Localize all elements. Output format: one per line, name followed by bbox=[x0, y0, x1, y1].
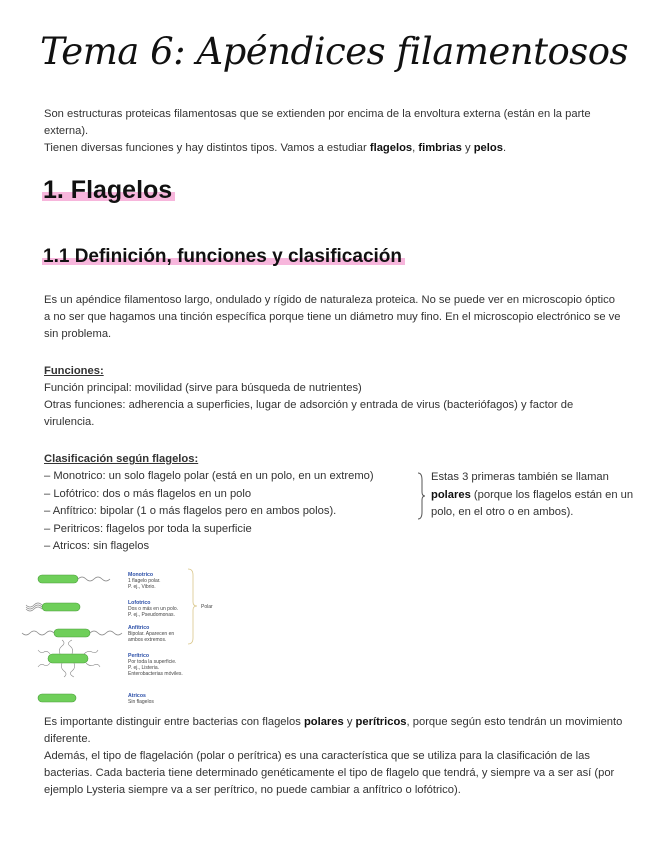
funcion-principal: Función principal: movilidad (sirve para búsqueda de nutrientes) bbox=[44, 382, 362, 394]
fig-desc: Bipolar. Aparecen en bbox=[128, 631, 175, 637]
term-flagelos: flagelos bbox=[369, 142, 413, 154]
fig-desc: ambos extremos. bbox=[128, 637, 167, 643]
term-peritricos: perítricos bbox=[355, 716, 407, 728]
closing-text: Es importante distinguir entre bacterias con flagelos bbox=[44, 716, 304, 728]
page-title: Tema 6: Apéndices filamentosos bbox=[40, 30, 629, 73]
separator: . bbox=[502, 142, 507, 154]
fig-desc: 1 flagelo polar. bbox=[128, 578, 161, 584]
anfitrico-bacterium-icon bbox=[22, 629, 122, 637]
fig-desc: P. ej., Vibrio. bbox=[128, 584, 156, 590]
list-item: – Anfítrico: bipolar (1 o más flagelos pero en ambos polos). bbox=[44, 505, 337, 517]
fig-desc: Enterobacterias móviles. bbox=[128, 671, 183, 677]
intro-line-1: Son estructuras proteicas filamentosas que se extienden por encima de la envoltura externa (están en la parte externa). bbox=[44, 108, 591, 137]
fig-desc: Por toda la superficie. bbox=[128, 659, 177, 665]
definition-paragraph: Es un apéndice filamentoso largo, ondulado y rígido de naturaleza proteica. No se puede ver en microscopio óptico a no ser que hagamos una tinción específica porque tiene un diámetro muy fino. En el microscopio electrónico se ve sin problema. bbox=[44, 294, 621, 340]
fig-desc: Sin flagelos bbox=[128, 699, 154, 705]
funciones-heading: Funciones: bbox=[44, 365, 104, 377]
funciones-block bbox=[44, 363, 624, 431]
brace-icon bbox=[416, 472, 426, 520]
closing-text: , porque según esto tendrán un movimiento diferente. bbox=[44, 716, 623, 745]
separator: y bbox=[461, 142, 474, 154]
peritrico-bacterium-icon bbox=[38, 640, 100, 677]
separator: , bbox=[412, 142, 419, 154]
section-heading-text: 1. Flagelos bbox=[42, 176, 175, 204]
note-text: Estas 3 primeras también se llaman bbox=[431, 471, 609, 483]
fig-label-anfitrico: Anfítrico bbox=[128, 625, 150, 631]
fig-desc: P. ej., Listeria. bbox=[128, 665, 160, 671]
term-polares: polares bbox=[431, 488, 471, 501]
fig-label-lofotrico: Lofotrico bbox=[128, 600, 151, 606]
clasificacion-heading bbox=[44, 451, 624, 468]
intro-line-2: Tienen diversas funciones y hay distintos tipos. Vamos a estudiar bbox=[44, 142, 370, 154]
list-item: – Monotrico: un solo flagelo polar (está en un polo, en un extremo) bbox=[44, 470, 374, 482]
list-item: – Lofótrico: dos o más flagelos en un polo bbox=[44, 487, 252, 500]
note-text: (porque los flagelos están en un polo, en el otro o en ambos). bbox=[431, 488, 634, 518]
closing-text: y bbox=[343, 716, 356, 728]
intro-paragraph bbox=[44, 106, 624, 157]
lofotrico-bacterium-icon bbox=[26, 603, 80, 611]
fig-label-polar: Polar bbox=[201, 604, 213, 610]
closing-paragraph-2: Además, el tipo de flagelación (polar o perítrica) es una característica que se utiliza para la clasificación de las bacterias. Cada bacteria tiene determinado genéticamente el tipo de flagelo que tendrá, y siempre va a ser así (por ejemplo Lysteria siempre va a ser perítrico, no puede cambiar a anfítrico o lofótrico). bbox=[44, 750, 615, 796]
fig-label-peritrico: Perítrico bbox=[128, 653, 150, 659]
section-heading-flagelos bbox=[42, 176, 175, 205]
term-pelos: pelos bbox=[473, 142, 503, 154]
clasificacion-heading-text: Clasificación según flagelos: bbox=[44, 453, 199, 465]
fig-desc: P. ej., Pseudomonas. bbox=[128, 612, 175, 618]
clasificacion-list bbox=[44, 468, 374, 556]
list-item: – Atricos: sin flagelos bbox=[44, 540, 150, 552]
section-heading-definicion bbox=[42, 246, 405, 268]
subsection-heading-text: 1.1 Definición, funciones y clasificación bbox=[42, 246, 405, 267]
flagella-types-figure bbox=[20, 566, 240, 711]
list-item: – Peritricos: flagelos por toda la superficie bbox=[44, 522, 252, 535]
term-fimbrias: fimbrias bbox=[418, 142, 462, 154]
polar-bracket-icon bbox=[188, 569, 197, 644]
polares-note bbox=[431, 469, 641, 522]
atrico-bacterium-icon bbox=[38, 694, 76, 702]
fig-desc: Dos o más en un polo. bbox=[128, 606, 179, 612]
fig-label-atricos: Atricos bbox=[128, 693, 146, 699]
otras-funciones: Otras funciones: adherencia a superficies, lugar de adsorción y entrada de virus (bacteriófagos) y factor de virulencia. bbox=[44, 399, 574, 428]
closing-paragraph-1 bbox=[44, 714, 624, 748]
fig-label-monotrico: Monotrico bbox=[128, 572, 154, 578]
monotrico-bacterium-icon bbox=[38, 575, 110, 583]
term-polares-closing: polares bbox=[303, 716, 344, 728]
